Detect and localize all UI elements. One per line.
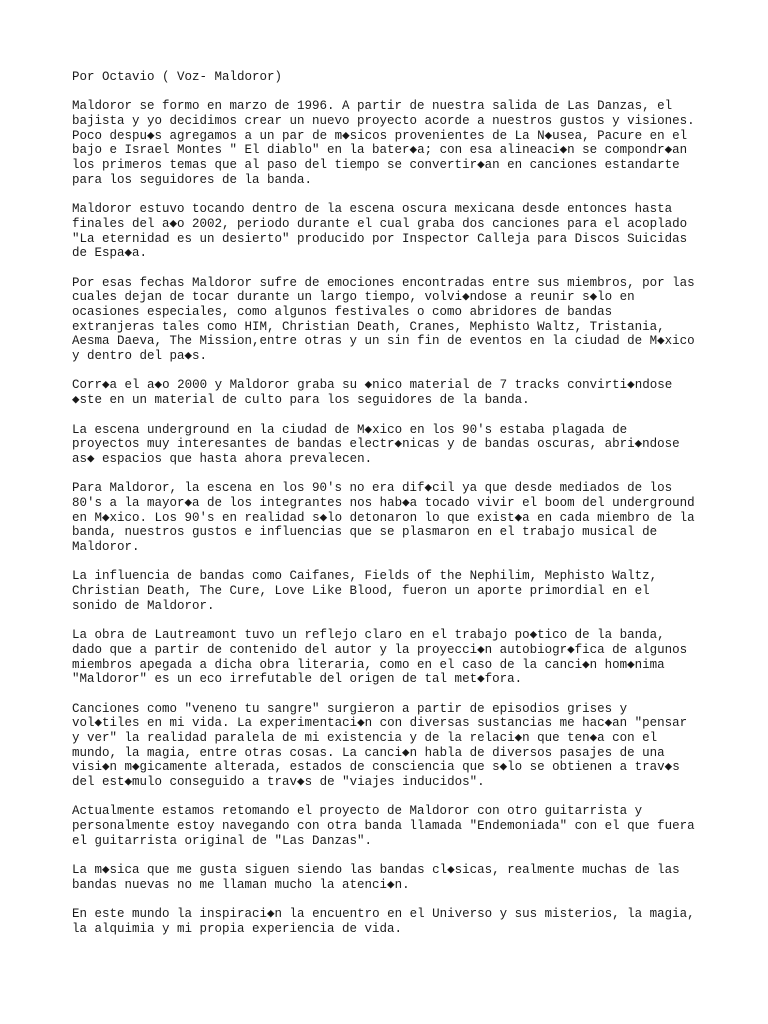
- text-line: Maldoror estuvo tocando dentro de la escena oscura mexicana desde entonces hasta: [72, 202, 673, 217]
- text-line: Aesma Daeva, The Mission,entre otras y un sin fin de eventos en la ciudad de M◆xico: [72, 334, 695, 349]
- text-line: Por esas fechas Maldoror sufre de emociones encontradas entre sus miembros, por las: [72, 275, 695, 290]
- text-line: Corr◆a el a◆o 2000 y Maldoror graba su ◆nico material de 7 tracks convirti◆ndose: [72, 378, 673, 393]
- text-line: vol◆tiles en mi vida. La experimentaci◆n con diversas sustancias me hac◆an "pensar: [72, 716, 688, 731]
- text-line: del est◆mulo conseguido a trav◆s de "viajes inducidos".: [72, 775, 485, 789]
- text-line: el guitarrista original de "Las Danzas".: [72, 833, 373, 848]
- paragraph: [72, 276, 712, 364]
- text-line: dado que a partir de contenido del autor y la proyecci◆n autobiogr◆fica de algunos: [72, 642, 688, 657]
- text-line: La escena underground en la ciudad de M◆xico en los 90's estaba plagada de: [72, 422, 628, 437]
- text-line: y dentro del pa◆s.: [72, 349, 208, 364]
- text-line: finales del a◆o 2002, periodo durante el cual graba dos canciones para el acoplado: [72, 216, 688, 231]
- text-line: Canciones como "veneno tu sangre" surgieron a partir de episodios grises y: [72, 701, 628, 716]
- paragraph: [72, 907, 712, 936]
- paragraph: [72, 99, 712, 187]
- text-line: 80's a la mayor◆a de los integrantes nos hab◆a tocado vivir el boom del underground: [72, 495, 695, 510]
- text-line: bajo e Israel Montes " El diablo" en la bater◆a; con esa alineaci◆n se compondr◆an: [72, 143, 688, 158]
- text-line: Para Maldoror, la escena en los 90's no era dif◆cil ya que desde mediados de los: [72, 481, 673, 496]
- text-line: visi◆n m◆gicamente alterada, estados de consciencia que s◆lo se obtienen a trav◆s: [72, 760, 680, 775]
- text-line: La obra de Lautreamont tuvo un reflejo claro en el trabajo po◆tico de la banda,: [72, 628, 665, 643]
- text-line: ocasiones especiales, como algunos festivales o como abridores de bandas: [72, 305, 613, 319]
- text-line: extranjeras tales como HIM, Christian Death, Cranes, Mephisto Waltz, Tristania,: [72, 319, 665, 334]
- text-line: cuales dejan de tocar durante un largo tiempo, volvi◆ndose a reunir s◆lo en: [72, 290, 635, 305]
- text-line: personalmente estoy navegando con otra banda llamada "Endemoniada" con el que fuera: [72, 819, 695, 834]
- text-line: La m◆sica que me gusta siguen siendo las bandas cl◆sicas, realmente muchas de las: [72, 863, 680, 878]
- text-line: miembros apegada a dicha obra literaria, como en el caso de la canci◆n hom◆nima: [72, 657, 665, 672]
- text-line: ◆ste en un material de culto para los seguidores de la banda.: [72, 393, 530, 408]
- text-line: Christian Death, The Cure, Love Like Blood, fueron un aporte primordial en el: [72, 584, 650, 599]
- text-line: banda, nuestros gustos e influencias que se plasmaron en el trabajo musical de: [72, 525, 658, 540]
- document-page: [72, 70, 712, 951]
- text-line: Maldoror.: [72, 540, 140, 554]
- text-line: "La eternidad es un desierto" producido por Inspector Calleja para Discos Suicidas: [72, 231, 688, 246]
- text-line: para los seguidores de la banda.: [72, 172, 313, 187]
- text-line: Poco despu◆s agregamos a un par de m◆sicos provenientes de La N◆usea, Pacure en el: [72, 128, 688, 143]
- text-line: la alquimia y mi propia experiencia de vida.: [72, 921, 403, 936]
- paragraph: [72, 702, 712, 790]
- paragraph: [72, 569, 712, 613]
- text-line: La influencia de bandas como Caifanes, Fields of the Nephilim, Mephisto Waltz,: [72, 569, 658, 584]
- text-line: de Espa◆a.: [72, 246, 148, 261]
- text-line: as◆ espacios que hasta ahora prevalecen.: [72, 451, 373, 466]
- document-body: [72, 99, 712, 936]
- paragraph: [72, 423, 712, 467]
- text-line: "Maldoror" es un eco irrefutable del origen de tal met◆fora.: [72, 672, 523, 687]
- paragraph: [72, 481, 712, 554]
- byline: [72, 70, 712, 85]
- text-line: bandas nuevas no me llaman mucho la atenci◆n.: [72, 877, 410, 892]
- paragraph: [72, 804, 712, 848]
- text-line: y ver" la realidad paralela de mi existencia y de la relaci◆n que ten◆a con el: [72, 730, 658, 745]
- text-line: Actualmente estamos retomando el proyecto de Maldoror con otro guitarrista y: [72, 804, 643, 819]
- text-line: bajista y yo decidimos crear un nuevo proyecto acorde a nuestros gustos y visiones.: [72, 114, 695, 129]
- byline-text: Por Octavio ( Voz- Maldoror): [72, 70, 283, 84]
- text-line: en M◆xico. Los 90's en realidad s◆lo detonaron lo que exist◆a en cada miembro de la: [72, 510, 695, 525]
- paragraph: [72, 378, 712, 407]
- text-line: mundo, la magia, entre otras cosas. La canci◆n habla de diversos pasajes de una: [72, 745, 665, 760]
- paragraph: [72, 628, 712, 687]
- text-line: proyectos muy interesantes de bandas electr◆nicas y de bandas oscuras, abri◆ndose: [72, 437, 680, 452]
- paragraph: [72, 863, 712, 892]
- text-line: sonido de Maldoror.: [72, 598, 215, 613]
- text-line: los primeros temas que al paso del tiempo se convertir◆an en canciones estandarte: [72, 158, 680, 173]
- paragraph: [72, 202, 712, 261]
- text-line: En este mundo la inspiraci◆n la encuentro en el Universo y sus misterios, la magia,: [72, 907, 695, 922]
- text-line: Maldoror se formo en marzo de 1996. A partir de nuestra salida de Las Danzas, el: [72, 99, 673, 114]
